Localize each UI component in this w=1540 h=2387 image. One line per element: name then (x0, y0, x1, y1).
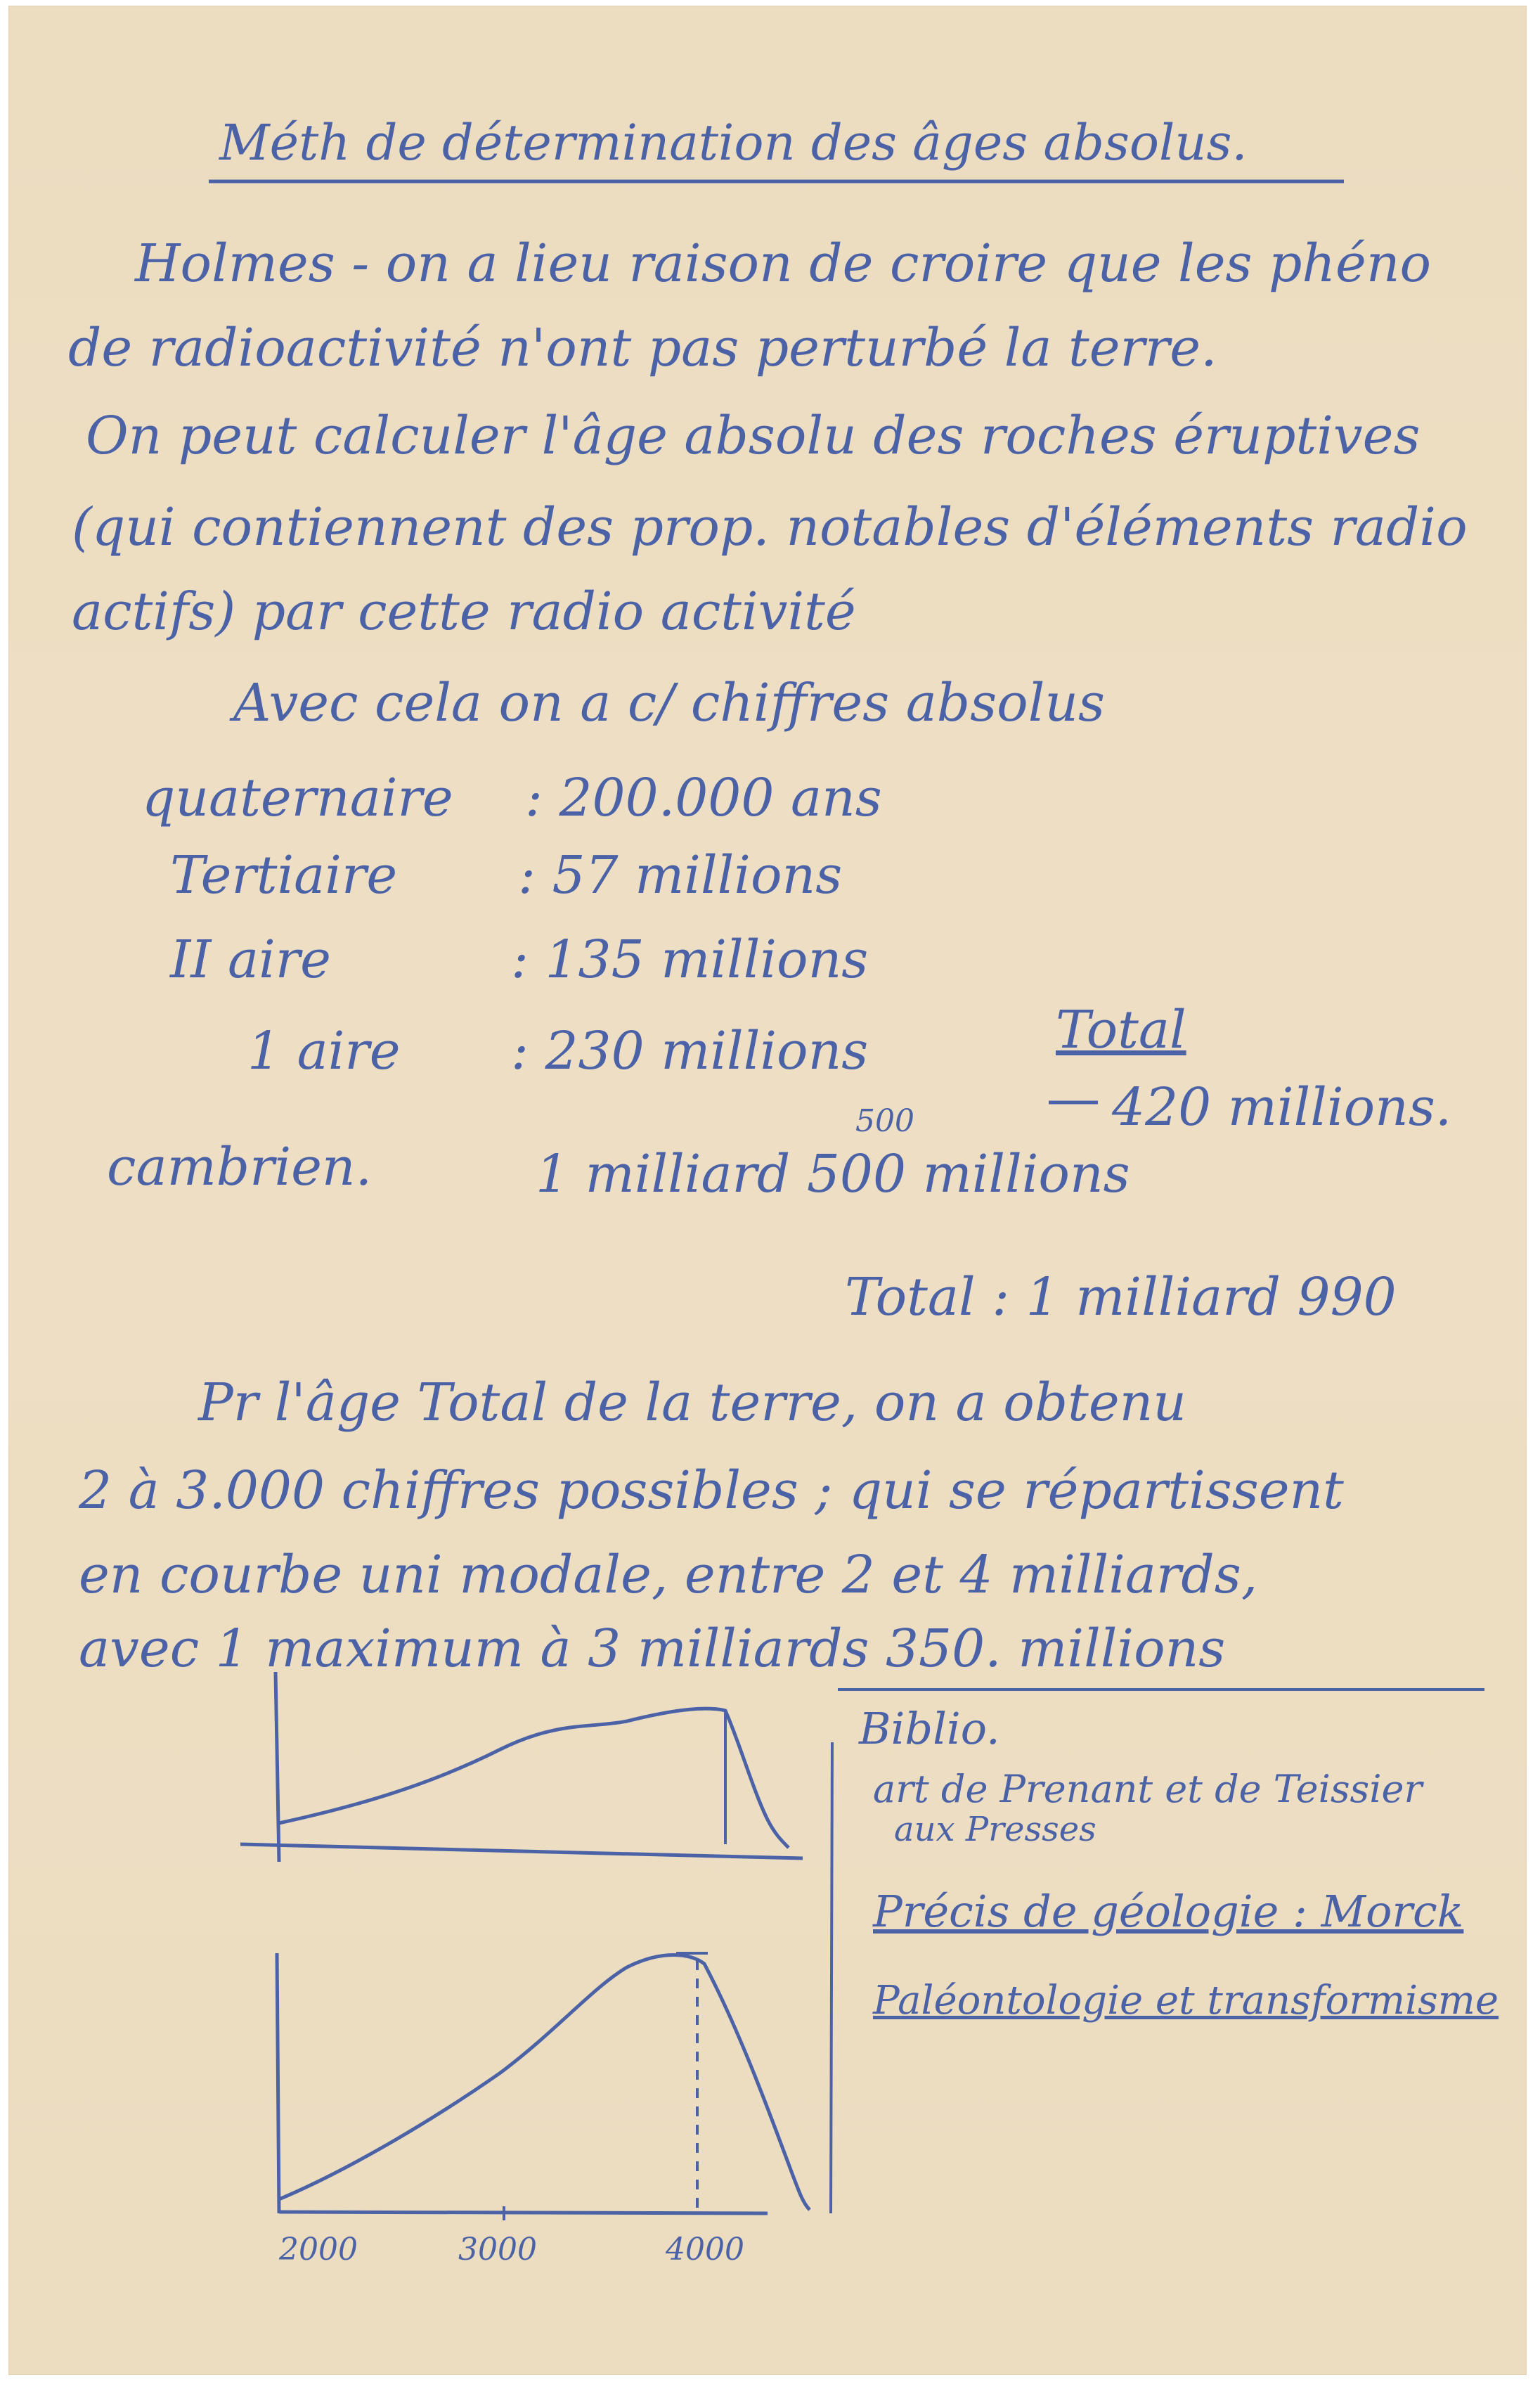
era-value: : 200.000 ans (525, 768, 882, 828)
biblio-line: art de Prenant et de Teissier (873, 1767, 1423, 1811)
axis-tick: 2000 (279, 2232, 358, 2267)
biblio-line: aux Presses (894, 1810, 1096, 1849)
cambrien-superscript: 500 (855, 1103, 914, 1139)
era-value: : 230 millions (511, 1021, 869, 1081)
para1-line-5: actifs) par cette radio activité (72, 581, 856, 642)
paper-sheet (8, 6, 1527, 2375)
axis-tick: 4000 (666, 2232, 744, 2267)
subtotal-label: Total (1056, 1000, 1186, 1060)
grand-total: Total : 1 milliard 990 (845, 1267, 1397, 1327)
para1-line-2: de radioactivité n'ont pas perturbé la terre. (68, 318, 1217, 378)
era-value: : 135 millions (511, 929, 869, 990)
para2-line-1: Pr l'âge Total de la terre, on a obtenu (198, 1372, 1186, 1433)
biblio-line: Précis de géologie : Morck (873, 1886, 1464, 1937)
era-label: 1 aire (247, 1021, 401, 1081)
page-title: Méth de détermination des âges absolus. (219, 114, 1248, 172)
era-label: quaternaire (142, 768, 453, 828)
biblio-heading: Biblio. (859, 1703, 1000, 1754)
biblio-line: Paléontologie et transformisme (873, 1978, 1499, 2024)
era-label: Tertiaire (170, 845, 398, 906)
para1-line-4: (qui contiennent des prop. notables d'éléments radio (72, 497, 1468, 558)
cambrien-label: cambrien. (107, 1137, 373, 1197)
para2-line-4: avec 1 maximum à 3 milliards 350. millions (79, 1619, 1226, 1679)
axis-tick: 3000 (458, 2232, 537, 2267)
para2-line-3: en courbe uni modale, entre 2 et 4 milliards, (79, 1545, 1258, 1605)
para1-line-3: On peut calculer l'âge absolu des roches éruptives (86, 406, 1421, 466)
era-label: II aire (170, 929, 331, 990)
chiffres-intro: Avec cela on a c/ chiffres absolus (233, 673, 1106, 733)
era-value: : 57 millions (518, 845, 843, 906)
cambrien-value: 1 milliard 500 millions (536, 1144, 1130, 1204)
para2-line-2: 2 à 3.000 chiffres possibles ; qui se répartissent (79, 1460, 1344, 1521)
subtotal-value: 420 millions. (1112, 1077, 1452, 1138)
para1-line-1: Holmes - on a lieu raison de croire que les phéno (135, 233, 1432, 294)
